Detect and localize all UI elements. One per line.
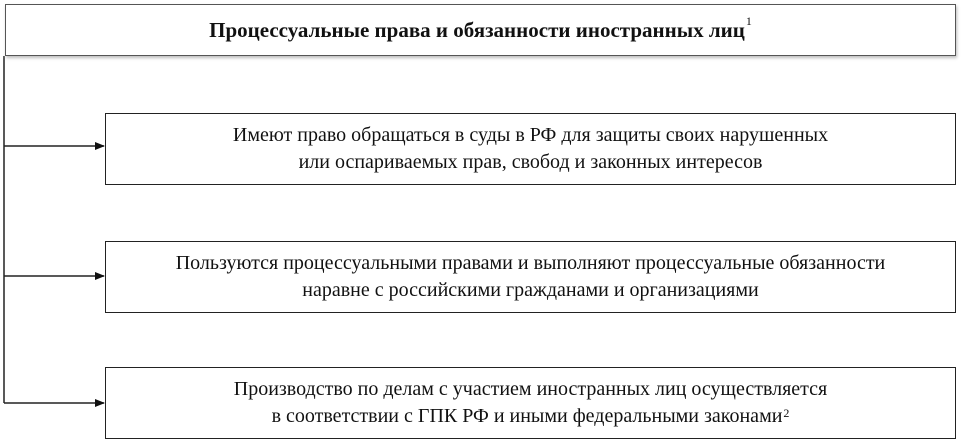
item-box-procedural-rights bbox=[105, 241, 956, 313]
item-box-proceedings bbox=[105, 367, 956, 439]
item-line: Производство по делам с участием иностранных лиц осуществляется bbox=[233, 378, 828, 400]
item-line: или оспариваемых прав, свобод и законных интересов bbox=[298, 151, 763, 173]
item-footnote-marker: 2 bbox=[783, 406, 790, 420]
item-line: Пользуются процессуальными правами и выполняют процессуальные обязанности bbox=[175, 252, 886, 274]
diagram-header-box bbox=[5, 4, 956, 56]
item-line-text: в соответствии с ГПК РФ и иными федеральными законами bbox=[271, 405, 783, 427]
diagram-title bbox=[209, 13, 752, 43]
item-box-court-access bbox=[105, 113, 956, 185]
title-footnote-marker: 1 bbox=[745, 13, 752, 28]
item-line: Имеют право обращаться в суды в РФ для защиты своих нарушенных bbox=[232, 124, 829, 146]
item-line-with-footnote bbox=[272, 403, 790, 430]
diagram-title-text: Процессуальные права и обязанности иностранных лиц bbox=[209, 17, 745, 42]
item-line: наравне с российскими гражданами и организациями bbox=[302, 279, 759, 301]
